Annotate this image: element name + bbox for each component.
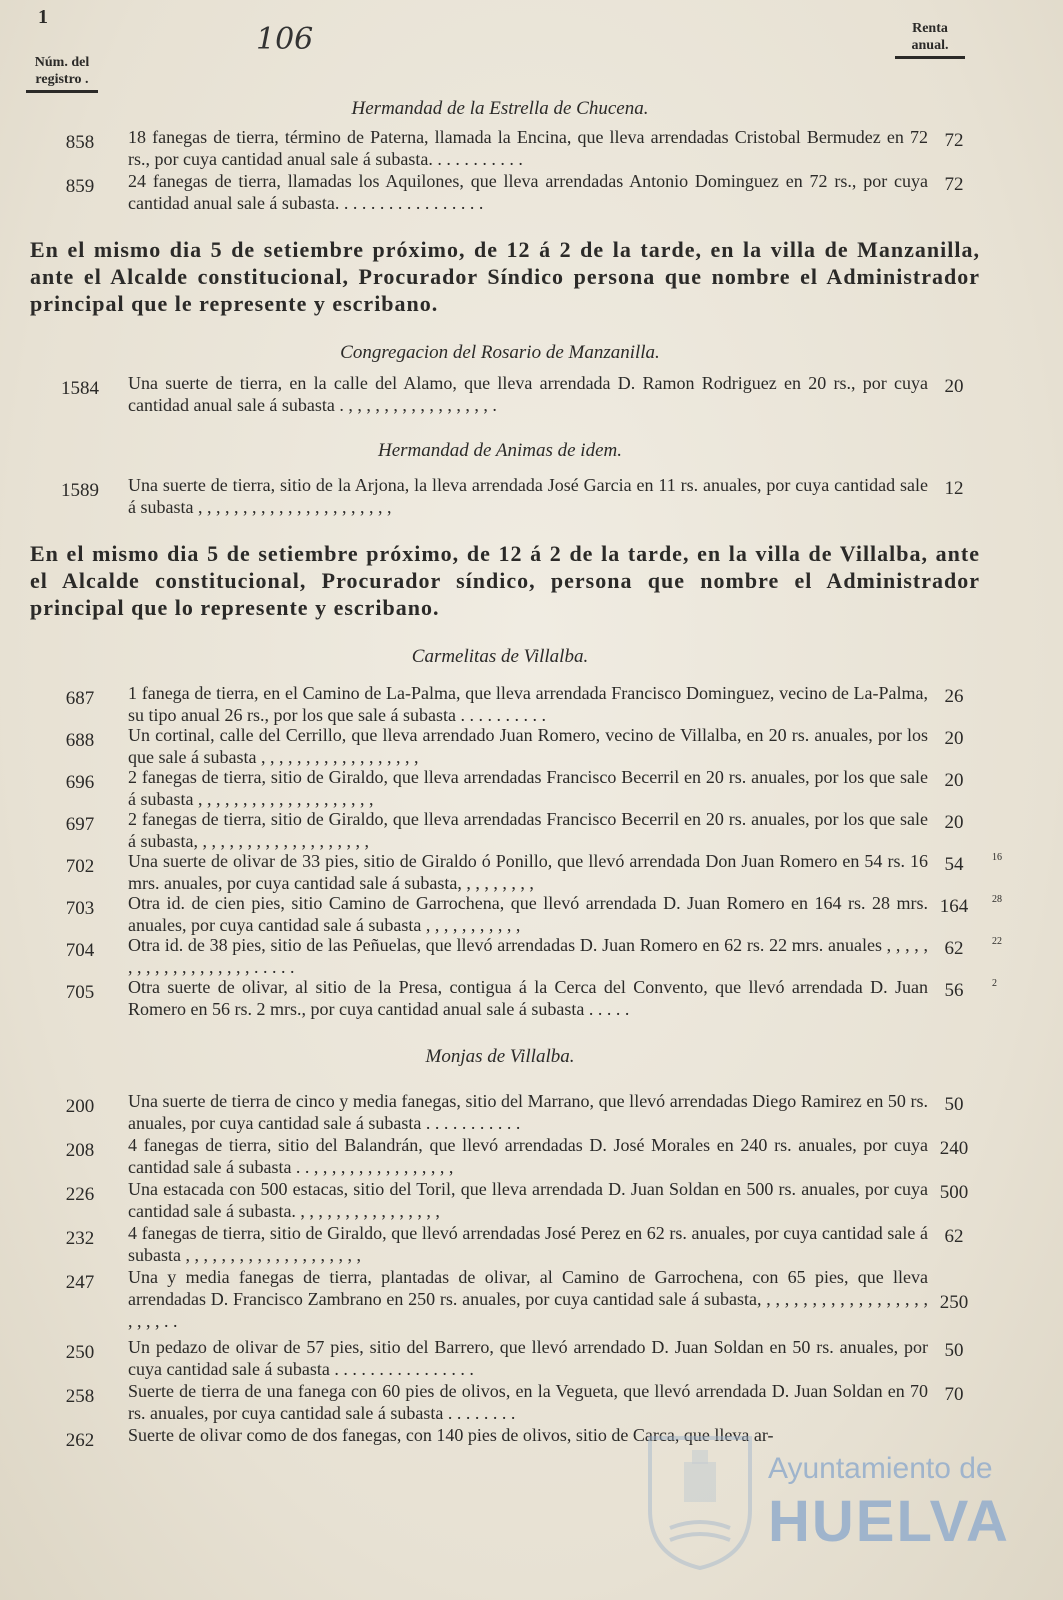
registry-number: 258 bbox=[65, 1386, 95, 1407]
annual-rent: 50 bbox=[944, 1094, 964, 1115]
annual-rent-column-header bbox=[895, 20, 965, 59]
entry-text: 24 fanegas de tierra, llamadas los Aquilones, que lleva arrendadas Antonio Dominguez en 72 rs., por cuya cantidad anual sale á subasta. . . . . . . . . . . . . . . . . bbox=[128, 171, 928, 213]
auction-announcement: En el mismo dia 5 de setiembre próximo, de 12 á 2 de la tarde, en la villa de Villalba, ante el Alcalde constitucional, Procurador síndico, persona que nombre el Administrador principal que lo represente y escribano. bbox=[30, 541, 980, 620]
registry-number: 1589 bbox=[61, 480, 99, 501]
annual-rent: 500 bbox=[939, 1182, 969, 1203]
rent-maravedis: 22 bbox=[992, 936, 1002, 947]
entry-text: 4 fanegas de tierra, sitio de Giraldo, que llevó arrendadas José Perez en 62 rs. anuales, por cuya cantidad sale á subasta , , , , , , , , , , , , , , , , , , , , bbox=[128, 1223, 928, 1265]
annual-rent: 72 bbox=[944, 130, 964, 151]
registry-number: 687 bbox=[65, 688, 95, 709]
entry-text: 2 fanegas de tierra, sitio de Giraldo, que lleva arrendadas Francisco Becerril en 20 rs. anuales, por los que sale á subasta, , , , , , , , , , , , , , , , , , , , bbox=[128, 809, 928, 851]
registry-number: 247 bbox=[65, 1272, 95, 1293]
annual-rent: 70 bbox=[944, 1384, 964, 1405]
entry-text: Suerte de olivar como de dos fanegas, con 140 pies de olivos, sitio de Carca, que lleva ar- bbox=[128, 1425, 774, 1445]
section-heading: Hermandad de Animas de idem. bbox=[378, 440, 622, 461]
watermark-line-1: Ayuntamiento de bbox=[768, 1452, 993, 1485]
annual-rent: 20 bbox=[944, 376, 964, 397]
annual-rent: 62 bbox=[944, 938, 964, 959]
annual-rent: 240 bbox=[939, 1138, 969, 1159]
registry-number: 702 bbox=[65, 856, 95, 877]
registry-number: 859 bbox=[65, 176, 95, 197]
entry-text: Otra id. de cien pies, sitio Camino de Garrochena, que llevó arrendada D. Juan Romero en 164 rs. 28 mrs. anuales, por cuya cantidad sale á subasta , , , , , , , , , , , bbox=[128, 893, 928, 935]
entry-text: 4 fanegas de tierra, sitio del Balandrán, que llevó arrendadas D. José Morales en 240 rs. anuales, por cuya cantidad sale á subasta . . , , , , , , , , , , , , , , , , bbox=[128, 1135, 928, 1177]
registry-number: 226 bbox=[65, 1184, 95, 1205]
entry-text: 2 fanegas de tierra, sitio de Giraldo, que lleva arrendadas Francisco Becerril en 20 rs. anuales, por los que sale á subasta , , , , , , , , , , , , , , , , , , , , bbox=[128, 767, 928, 809]
registry-number: 697 bbox=[65, 814, 95, 835]
annual-rent: 20 bbox=[944, 770, 964, 791]
rent-maravedis: 16 bbox=[992, 852, 1002, 863]
header-rule-left bbox=[26, 90, 98, 93]
section-heading: Congregacion del Rosario de Manzanilla. bbox=[340, 342, 660, 363]
registry-number: 208 bbox=[65, 1140, 95, 1161]
registry-number: 696 bbox=[65, 772, 95, 793]
section-heading: Monjas de Villalba. bbox=[425, 1046, 575, 1067]
rent-maravedis: 28 bbox=[992, 894, 1002, 905]
entry-text: Otra suerte de olivar, al sitio de la Presa, contigua á la Cerca del Convento, que llevó arrendada D. Juan Romero en 56 rs. 2 mrs., por cuya cantidad anual sale á subasta . . . . . bbox=[128, 977, 928, 1019]
entry-row bbox=[0, 372, 1063, 424]
auction-announcement: En el mismo dia 5 de setiembre próximo, de 12 á 2 de la tarde, en la villa de Manzanilla, ante el Alcalde constitucional, Procurador Síndico persona que nombre el Administrador principal que le represente y escribano. bbox=[30, 237, 980, 316]
registry-number: 705 bbox=[65, 982, 95, 1003]
annual-rent: 54 bbox=[944, 854, 964, 875]
entry-text: Una y media fanegas de tierra, plantadas de olivar, al Camino de Garrochena, con 65 pies, que lleva arrendadas D. Francisco Zambrano en 250 rs. anuales, por cuya cantidad sale á subasta, , , , , , , , , , , , , , , , , , , , , , , . . bbox=[128, 1267, 928, 1331]
entry-text: 18 fanegas de tierra, término de Paterna, llamada la Encina, que lleva arrendadas Cristobal Bermudez en 72 rs., por cuya cantidad anual sale á subasta. . . . . . . . . . . bbox=[128, 127, 928, 169]
annual-rent: 20 bbox=[944, 812, 964, 833]
watermark-line-2: HUELVA bbox=[768, 1489, 1010, 1554]
corner-mark: 1 bbox=[38, 6, 48, 28]
annual-rent: 20 bbox=[944, 728, 964, 749]
entry-text: Una estacada con 500 estacas, sitio del Toril, que lleva arrendada D. Juan Soldan en 500 rs. anuales, por cuya cantidad sale á subasta. , , , , , , , , , , , , , , , , bbox=[128, 1179, 928, 1221]
registry-number: 200 bbox=[65, 1096, 95, 1117]
section-heading: Carmelitas de Villalba. bbox=[411, 646, 589, 667]
entry-text: Una suerte de olivar de 33 pies, sitio de Giraldo ó Ponillo, que llevó arrendada Don Juan Romero en 54 rs. 16 mrs. anuales, por cuya cantidad sale á subasta, , , , , , , , , bbox=[128, 851, 928, 893]
entry-text: Un cortinal, calle del Cerrillo, que lleva arrendado Juan Romero, vecino de Villalba, en 20 rs. anuales, por los que sale á subasta , , , , , , , , , , , , , , , , , , bbox=[128, 725, 928, 767]
annual-rent-label: Renta anual. bbox=[911, 21, 949, 53]
registry-number-column-header bbox=[26, 54, 98, 93]
annual-rent: 56 bbox=[944, 980, 964, 1001]
registry-number-label: Núm. del registro . bbox=[34, 55, 90, 87]
entry-row bbox=[0, 170, 1063, 222]
annual-rent: 250 bbox=[939, 1292, 969, 1313]
registry-number: 858 bbox=[65, 132, 95, 153]
entry-text: Una suerte de tierra de cinco y media fanegas, sitio del Marrano, que llevó arrendadas Diego Ramirez en 50 rs. anuales, por cuya cantidad sale á subasta . . . . . . . . . . . bbox=[128, 1091, 928, 1133]
header-rule-right bbox=[895, 56, 965, 59]
handwritten-page-number: 106 bbox=[256, 22, 314, 57]
annual-rent: 26 bbox=[944, 686, 964, 707]
entry-text: Una suerte de tierra, sitio de la Arjona, la lleva arrendada José Garcia en 11 rs. anuales, por cuya cantidad sale á subasta , , , , , , , , , , , , , , , , , , , , , , bbox=[128, 475, 928, 517]
annual-rent: 164 bbox=[939, 896, 969, 917]
entry-row bbox=[0, 976, 1063, 1028]
annual-rent: 50 bbox=[944, 1340, 964, 1361]
rent-maravedis: 2 bbox=[992, 978, 997, 989]
entry-text: Un pedazo de olivar de 57 pies, sitio del Barrero, que llevó arrendado D. Juan Soldan en 50 rs. anuales, por cuya cantidad sale á subasta . . . . . . . . . . . . . . . . bbox=[128, 1337, 928, 1379]
annual-rent: 62 bbox=[944, 1226, 964, 1247]
registry-number: 703 bbox=[65, 898, 95, 919]
entry-text: Suerte de tierra de una fanega con 60 pies de olivos, en la Vegueta, que llevó arrendada D. Juan Soldan en 70 rs. anuales, por cuya cantidad sale á subasta . . . . . . . . bbox=[128, 1381, 928, 1423]
entry-text: Una suerte de tierra, en la calle del Alamo, que lleva arrendada D. Ramon Rodriguez en 20 rs., por cuya cantidad anual sale á subasta . , , , , , , , , , , , , , , , , . bbox=[128, 373, 928, 415]
entry-row bbox=[0, 474, 1063, 526]
section-heading: Hermandad de la Estrella de Chucena. bbox=[351, 98, 649, 119]
entry-text: Otra id. de 38 pies, sitio de las Peñuelas, que llevó arrendadas D. Juan Romero en 62 rs. 22 mrs. anuales , , , , , , , , , , , , , , , , , , , . . . . . bbox=[128, 935, 928, 977]
registry-number: 688 bbox=[65, 730, 95, 751]
annual-rent: 12 bbox=[944, 478, 964, 499]
registry-number: 704 bbox=[65, 940, 95, 961]
registry-number: 250 bbox=[65, 1342, 95, 1363]
registry-number: 1584 bbox=[61, 378, 99, 399]
registry-number: 262 bbox=[65, 1430, 95, 1451]
registry-number: 232 bbox=[65, 1228, 95, 1249]
annual-rent: 72 bbox=[944, 174, 964, 195]
entry-text: 1 fanega de tierra, en el Camino de La-Palma, que lleva arrendada Francisco Dominguez, vecino de La-Palma, su tipo anual 26 rs., por los que sale á subasta . . . . . . . . . . bbox=[128, 683, 928, 725]
entry-row bbox=[0, 1266, 1063, 1336]
